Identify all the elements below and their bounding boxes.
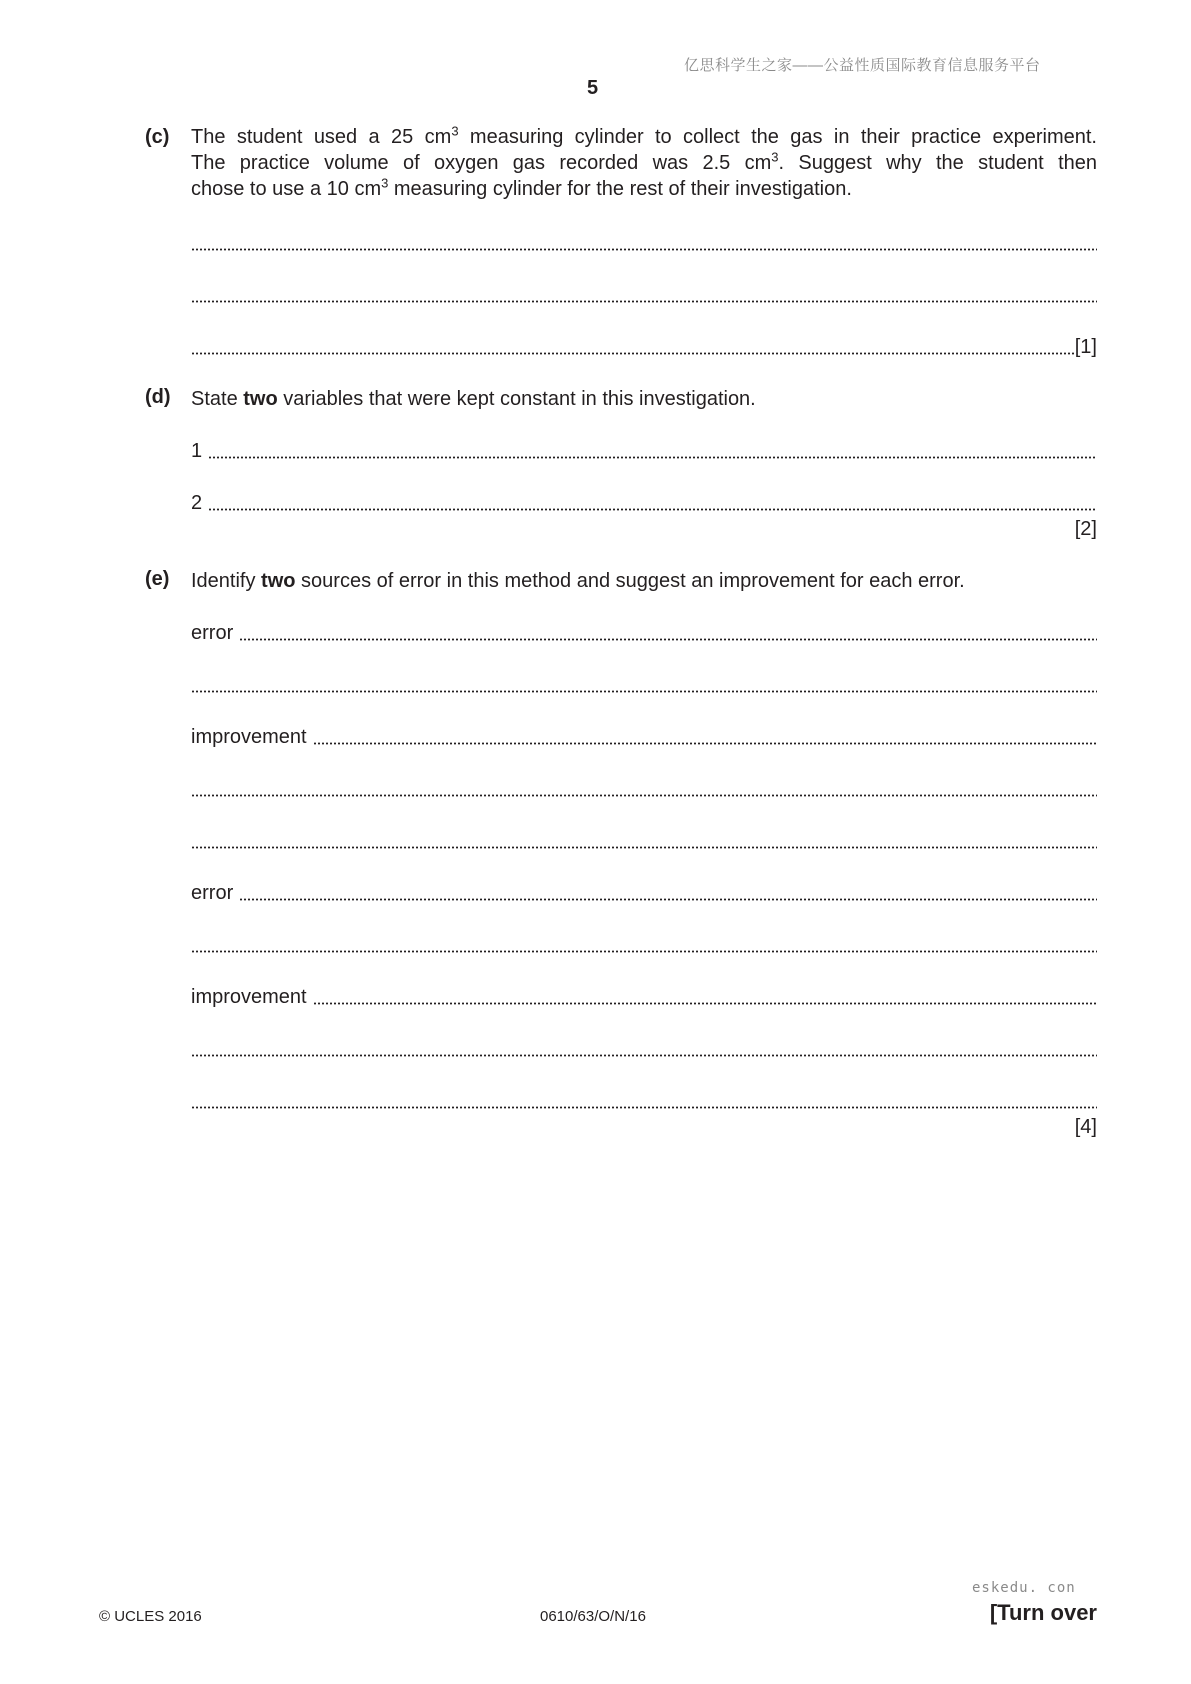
dotted-line [239, 638, 1097, 641]
part-c-text: chose to use a 10 cm [191, 178, 382, 200]
part-c-text: measuring cylinder for the rest of their investigation. [388, 178, 852, 200]
dotted-line [191, 950, 1097, 953]
part-c-text: The practice volume of oxygen gas recorded was 2.5 cm [191, 152, 772, 174]
part-e-text: Identify [191, 570, 262, 592]
part-d-text: variables that were kept constant in this investigation. [277, 388, 756, 410]
dotted-line [313, 742, 1097, 745]
dotted-line [239, 898, 1097, 901]
superscript: 3 [381, 175, 389, 191]
copyright: © UCLES 2016 [99, 1608, 202, 1625]
improvement-label: improvement [191, 726, 307, 748]
answer-line[interactable] [191, 334, 1097, 360]
dotted-line [208, 508, 1097, 511]
part-c-label: (c) [145, 126, 170, 148]
part-d-text: State [191, 388, 244, 410]
error-label: error [191, 622, 234, 644]
mark-allocation: [1] [1074, 336, 1097, 358]
dotted-line [191, 248, 1097, 251]
site-watermark: eskedu. con [972, 1580, 1076, 1596]
dotted-line [191, 846, 1097, 849]
turn-over: [Turn over [989, 1600, 1097, 1625]
page-number: 5 [587, 77, 599, 99]
superscript: 3 [451, 123, 459, 139]
part-e-label: (e) [145, 568, 170, 590]
answer-line[interactable] [191, 1088, 1097, 1114]
watermark-text: 亿思科学生之家——公益性质国际教育信息服务平台 [684, 57, 1041, 74]
improvement-line[interactable] [191, 984, 1097, 1010]
answer-line[interactable] [191, 230, 1097, 256]
part-c-text: measuring cylinder to collect the gas in their practice experiment. [458, 126, 1097, 148]
part-c-text: . Suggest why the student then [778, 152, 1097, 174]
dotted-line [191, 1054, 1097, 1057]
mark-allocation: [2] [1074, 518, 1097, 540]
line-number: 2 [191, 492, 203, 514]
part-e-text: sources of error in this method and suggest an improvement for each error. [295, 570, 965, 592]
dotted-line [191, 794, 1097, 797]
paper-code: 0610/63/O/N/16 [540, 1608, 646, 1625]
superscript: 3 [771, 149, 779, 165]
part-c-text: The student used a 25 cm [191, 126, 452, 148]
dotted-line [208, 456, 1097, 459]
dotted-line [191, 300, 1097, 303]
answer-line[interactable] [191, 776, 1097, 802]
part-e-question [191, 568, 1097, 594]
answer-line[interactable] [191, 672, 1097, 698]
part-e-bold: two [261, 570, 296, 592]
dotted-line [191, 1106, 1097, 1109]
error-line[interactable] [191, 620, 1097, 646]
part-d-bold: two [243, 388, 278, 410]
answer-line-2[interactable] [191, 490, 1097, 516]
error-line[interactable] [191, 880, 1097, 906]
part-d-label: (d) [145, 386, 171, 408]
improvement-line[interactable] [191, 724, 1097, 750]
dotted-line [191, 690, 1097, 693]
answer-line[interactable] [191, 828, 1097, 854]
answer-line[interactable] [191, 1036, 1097, 1062]
line-number: 1 [191, 440, 203, 462]
error-label: error [191, 882, 234, 904]
part-c-question [191, 124, 1097, 202]
dotted-line [313, 1002, 1097, 1005]
answer-line[interactable] [191, 932, 1097, 958]
mark-allocation: [4] [1074, 1116, 1097, 1138]
dotted-line [191, 352, 1075, 355]
improvement-label: improvement [191, 986, 307, 1008]
answer-line-1[interactable] [191, 438, 1097, 464]
answer-line[interactable] [191, 282, 1097, 308]
part-d-question [191, 386, 1097, 412]
